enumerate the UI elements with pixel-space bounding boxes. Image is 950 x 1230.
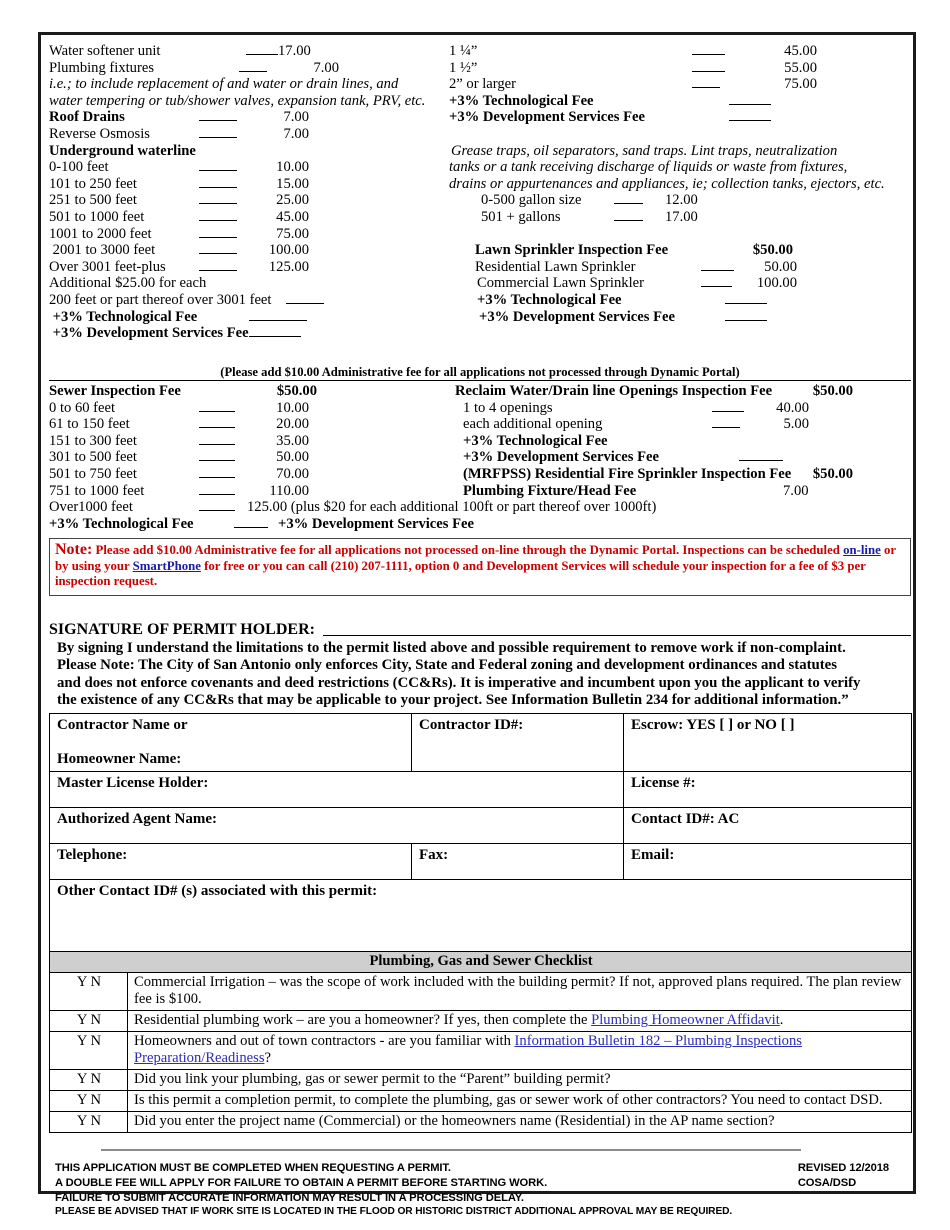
fee-label: 251 to 500 feet <box>49 192 137 209</box>
question-text-post: ? <box>264 1050 271 1067</box>
fee-amount: 12.00 <box>665 192 698 209</box>
fee-row <box>49 309 449 326</box>
org-code: COSA/DSD <box>797 1177 857 1190</box>
checklist-row <box>50 1070 912 1091</box>
yn-toggle[interactable]: Y N <box>50 1112 128 1133</box>
fee-label: +3% Technological Fee <box>477 291 622 308</box>
fee-label: Reclaim Water/Drain line Openings Inspection Fee <box>455 383 773 399</box>
yn-toggle[interactable]: Y N <box>50 1091 128 1112</box>
table-row <box>50 843 912 879</box>
question-text: Residential plumbing work – are you a homeowner? If yes, then complete the <box>134 1012 592 1029</box>
yn-toggle[interactable]: Y N <box>50 973 128 1011</box>
homeowner-name-label: Homeowner Name: <box>57 750 182 767</box>
fee-label: Residential Lawn Sprinkler <box>475 258 636 275</box>
note-keyword: Note: <box>55 541 93 558</box>
fee-amount: 50.00 <box>764 258 797 275</box>
table-row <box>50 713 912 771</box>
note-part-3: for free or you can call (210) 207-1111, option 0 and Development Services will schedule your inspection for a fee of $3 per inspection request. <box>55 558 866 588</box>
checklist-row <box>50 973 912 1011</box>
fee-row <box>49 416 449 433</box>
fee-row <box>449 192 911 209</box>
reclaim-column <box>449 383 911 499</box>
fee-blank-line[interactable] <box>199 484 235 495</box>
information-bulletin-182-link[interactable]: Information Bulletin 182 – Plumbing Inspections Preparation/Readiness <box>134 1033 802 1067</box>
fee-label: Lawn Sprinkler Inspection Fee <box>475 242 669 259</box>
fee-blank-line[interactable] <box>249 326 301 337</box>
fee-label: Plumbing fixtures <box>49 59 154 76</box>
online-link[interactable]: on-line <box>843 543 881 557</box>
fee-label: 0-500 gallon size <box>481 192 582 209</box>
red-note-box <box>49 538 911 596</box>
smartphone-link[interactable]: SmartPhone <box>132 558 201 573</box>
plumbing-homeowner-affidavit-link[interactable]: Plumbing Homeowner Affidavit <box>591 1012 780 1029</box>
fee-amount: 17.00 <box>665 208 698 225</box>
checklist-row <box>50 1032 912 1070</box>
master-license-cell[interactable]: Master License Holder: <box>50 771 624 807</box>
fee-label: +3% Development Services Fee <box>449 109 645 126</box>
fee-amount: 7.00 <box>283 109 309 126</box>
fee-note-line: water tempering or tub/shower valves, expansion tank, PRV, etc. <box>49 92 426 109</box>
fee-row <box>449 242 911 259</box>
question-text: Did you link your plumbing, gas or sewer permit to the “Parent” building permit? <box>134 1071 611 1088</box>
fee-label: Sewer Inspection Fee <box>49 383 181 399</box>
fee-row <box>49 292 449 309</box>
fee-row <box>49 242 449 259</box>
fee-blank-line[interactable] <box>199 193 237 204</box>
fee-label: 1 to 4 openings <box>463 399 553 416</box>
footer-line-small: PLEASE BE ADVISED THAT IF WORK SITE IS LOCATED IN THE FLOOD OR HISTORIC DISTRICT ADDITIONAL APPROVAL MAY BE REQUIRED. <box>55 1206 733 1218</box>
checklist-question <box>128 1112 912 1133</box>
telephone-cell[interactable]: Telephone: <box>50 843 412 879</box>
fee-amount: 17.00 <box>278 43 311 59</box>
checklist-question <box>128 1070 912 1091</box>
fee-row <box>449 483 911 500</box>
fee-amount: 45.00 <box>276 208 309 225</box>
table-row <box>50 879 912 952</box>
fee-row <box>449 43 911 60</box>
fee-label: Reverse Osmosis <box>49 125 150 142</box>
fee-label: Commercial Lawn Sprinkler <box>477 275 644 292</box>
fee-row <box>49 400 449 417</box>
fee-subheading: Underground waterline <box>49 142 196 159</box>
fee-blank-line[interactable] <box>712 401 744 412</box>
email-cell[interactable]: Email: <box>624 843 912 879</box>
contractor-info-table <box>49 713 912 953</box>
fee-blank-line[interactable] <box>701 276 732 287</box>
fee-amount: 25.00 <box>276 192 309 209</box>
fee-row <box>49 226 449 243</box>
fee-amount: 70.00 <box>276 465 309 482</box>
fee-row <box>49 325 449 342</box>
fee-note-line: drains or appurtenances and appliances, ie; collection tanks, ejectors, etc. <box>449 175 885 192</box>
fee-row <box>449 292 911 309</box>
fee-row <box>449 76 911 93</box>
fee-label: 751 to 1000 feet <box>49 482 145 499</box>
fee-blank-line[interactable] <box>199 127 237 138</box>
fee-right-column <box>449 43 911 325</box>
fee-label: 501 to 1000 feet <box>49 208 145 225</box>
escrow-cell[interactable]: Escrow: YES [ ] or NO [ ] <box>624 713 912 771</box>
signature-terms-line: the existence of any CC&Rs that may be applicable to your project. See Information Bulletin 234 for additional information.” <box>57 692 849 709</box>
fee-amount: 50.00 <box>276 449 309 466</box>
fee-amount: 5.00 <box>783 416 809 433</box>
footer-line: FAILURE TO SUBMIT ACCURATE INFORMATION MAY RESULT IN A PROCESSING DELAY. <box>55 1191 524 1204</box>
license-number-cell[interactable]: License #: <box>624 771 912 807</box>
contact-id-cell[interactable]: Contact ID#: AC <box>624 807 912 843</box>
fee-note-line: tanks or a tank receiving discharge of liquids or waste from fixtures, <box>449 159 848 176</box>
footer-line: THIS APPLICATION MUST BE COMPLETED WHEN REQUESTING A PERMIT. <box>55 1162 451 1175</box>
fee-row <box>449 93 911 110</box>
fee-blank-line[interactable] <box>234 517 268 528</box>
fee-row <box>49 515 474 533</box>
fee-label: 501 + gallons <box>481 208 561 225</box>
checklist-question <box>128 1011 912 1032</box>
fee-row <box>49 43 449 60</box>
fee-blank-line[interactable] <box>199 260 237 271</box>
fee-label: each additional opening <box>463 416 603 433</box>
fee-blank-line[interactable] <box>199 467 235 478</box>
fee-amount: 10.00 <box>276 399 309 416</box>
checklist-table <box>49 951 912 1133</box>
signature-heading-row <box>49 618 911 639</box>
fee-row <box>449 259 911 276</box>
fee-blank-line[interactable] <box>712 417 740 428</box>
table-row <box>50 771 912 807</box>
fee-blank-line[interactable] <box>729 110 771 121</box>
checklist-row <box>50 1091 912 1112</box>
fee-row <box>449 209 911 226</box>
footer-left-text <box>55 1161 732 1219</box>
fee-label: Over1000 feet <box>49 499 133 516</box>
note-part-2: or by using your <box>55 543 896 573</box>
yn-toggle[interactable]: Y N <box>50 1070 128 1091</box>
footer-section <box>49 1149 911 1219</box>
fee-blank-line[interactable] <box>286 293 324 304</box>
fee-row <box>49 209 449 226</box>
other-contact-cell[interactable]: Other Contact ID# (s) associated with this permit: <box>50 879 912 952</box>
fee-blank-line[interactable] <box>199 210 237 221</box>
fee-blank-line[interactable] <box>739 450 783 461</box>
fee-blank-line[interactable] <box>692 44 725 55</box>
fee-amount: 7.00 <box>313 59 339 76</box>
fee-blank-line[interactable] <box>614 193 643 204</box>
fee-blank-line[interactable] <box>199 450 235 461</box>
fee-blank-line[interactable] <box>692 61 725 72</box>
fee-row <box>49 192 449 209</box>
fee-left-column <box>49 43 449 342</box>
fee-blank-line[interactable] <box>246 44 278 55</box>
footer-right-text <box>798 1161 889 1219</box>
question-text: Did you enter the project name (Commercial) or the homeowners name (Residential) in the AP name section? <box>134 1113 775 1130</box>
fee-amount: 75.00 <box>784 76 817 93</box>
fee-label: 301 to 500 feet <box>49 449 137 466</box>
checklist-header-row <box>50 952 912 973</box>
fee-blank-line[interactable] <box>199 177 237 188</box>
fee-label: 200 feet or part thereof over 3001 feet <box>49 291 272 308</box>
fee-amount: $50.00 <box>276 383 317 399</box>
signature-terms <box>49 639 911 710</box>
fee-blank-line[interactable] <box>614 210 643 221</box>
question-text-post: . <box>779 1012 784 1029</box>
fee-blank-line[interactable] <box>239 61 267 72</box>
footer-line: A DOUBLE FEE WILL APPLY FOR FAILURE TO OBTAIN A PERMIT BEFORE STARTING WORK. <box>55 1177 548 1190</box>
checklist-title: Plumbing, Gas and Sewer Checklist <box>50 952 912 973</box>
fee-blank-line[interactable] <box>199 110 237 121</box>
contractor-name-label: Contractor Name or <box>57 716 188 733</box>
fee-row <box>449 309 911 326</box>
fee-label: 61 to 150 feet <box>49 416 130 433</box>
fee-row <box>449 416 911 433</box>
fee-amount: 7.00 <box>783 482 809 499</box>
fee-label: 1 ½” <box>449 59 478 76</box>
fee-amount: 110.00 <box>269 482 309 499</box>
yn-toggle[interactable]: Y N <box>50 1032 128 1070</box>
signature-terms-line: and does not enforce covenants and deed restrictions (CC&Rs). It is imperative and incumbent upon you the applicant to verify <box>57 674 861 691</box>
fee-amount: 45.00 <box>784 43 817 59</box>
fee-amount: $50.00 <box>812 383 853 399</box>
fee-row <box>49 483 449 500</box>
checklist-question <box>128 1032 912 1070</box>
fee-amount: 10.00 <box>276 159 309 176</box>
fee-row <box>49 109 449 126</box>
fee-amount: 100.00 <box>268 242 309 259</box>
fee-blank-line[interactable] <box>249 310 307 321</box>
fee-row <box>449 109 911 126</box>
fee-label: 2001 to 3000 feet <box>49 242 156 259</box>
signature-section <box>49 618 911 710</box>
signature-terms-line: By signing I understand the limitations to the permit listed above and possible requirement to remove work if non-complaint. <box>57 639 846 656</box>
fee-amount: 40.00 <box>776 399 809 416</box>
fee-label: +3% Development Services Fee <box>463 449 659 466</box>
fee-label: +3% Development Services Fee <box>278 515 474 532</box>
fee-row <box>449 275 911 292</box>
fee-note-line: Grease traps, oil separators, sand traps. Lint traps, neutralization <box>451 142 838 159</box>
fee-row <box>49 466 449 483</box>
fee-blank-line[interactable] <box>199 243 237 254</box>
fee-blank-line[interactable] <box>199 434 235 445</box>
fee-row <box>49 433 449 450</box>
fee-row <box>49 259 449 276</box>
checklist-row <box>50 1011 912 1032</box>
fee-amount: 7.00 <box>283 125 309 142</box>
admin-fee-note: (Please add $10.00 Administrative fee for all applications not processed through Dynamic Portal) <box>220 365 740 379</box>
fee-row <box>49 126 449 143</box>
fee-row <box>449 466 911 483</box>
fee-row <box>49 449 449 466</box>
fee-row <box>449 400 911 417</box>
fee-blank-line[interactable] <box>725 310 767 321</box>
revised-date: REVISED 12/2018 <box>797 1162 889 1175</box>
fee-blank-line[interactable] <box>729 94 771 105</box>
fee-schedule-section <box>49 43 911 365</box>
section-divider <box>49 380 911 381</box>
fee-amount: $50.00 <box>812 465 853 482</box>
fee-label: +3% Technological Fee <box>49 515 194 532</box>
fee-blank-line[interactable] <box>199 160 237 171</box>
contractor-name-cell[interactable] <box>50 713 412 771</box>
fee-blank-line[interactable] <box>701 260 734 271</box>
fee-amount: 125.00 <box>268 258 309 275</box>
fee-label: Over 3001 feet-plus <box>49 258 166 275</box>
fee-amount: 125.00 (plus $20 for each additional 100ft or part thereof over 1000ft) <box>247 499 657 516</box>
fee-amount: 20.00 <box>276 416 309 433</box>
contractor-id-cell[interactable]: Contractor ID#: <box>412 713 624 771</box>
footer-divider <box>101 1149 801 1151</box>
fee-label: +3% Development Services Fee <box>479 308 675 325</box>
fee-label: 501 to 750 feet <box>49 465 137 482</box>
document-page-border <box>38 32 916 1218</box>
signature-input-line[interactable] <box>323 635 911 636</box>
fee-blank-line[interactable] <box>199 401 235 412</box>
yn-toggle[interactable]: Y N <box>50 1011 128 1032</box>
fee-amount: 35.00 <box>276 432 309 449</box>
question-text: Commercial Irrigation – was the scope of work included with the building permit? If not, approved plans required. The plan review fee is $100. <box>134 974 902 1008</box>
fee-label: Plumbing Fixture/Head Fee <box>463 482 637 499</box>
checklist-question <box>128 1091 912 1112</box>
fee-row <box>449 383 911 400</box>
fee-label: Water softener unit <box>49 43 161 59</box>
fee-label: (MRFPSS) Residential Fire Sprinkler Inspection Fee <box>463 465 792 482</box>
fee-label: Roof Drains <box>49 109 125 126</box>
fee-row <box>49 159 449 176</box>
fee-amount: 75.00 <box>276 225 309 242</box>
checklist-question <box>128 973 912 1011</box>
fee-amount: $50.00 <box>752 242 793 259</box>
fee-note-line: i.e.; to include replacement of and water or drain lines, and <box>49 76 399 93</box>
fee-label: +3% Technological Fee <box>49 308 198 325</box>
fee-label: +3% Development Services Fee <box>49 325 249 342</box>
fax-cell[interactable]: Fax: <box>412 843 624 879</box>
signature-heading: SIGNATURE OF PERMIT HOLDER: <box>49 620 315 638</box>
question-text: Homeowners and out of town contractors - are you familiar with <box>134 1033 515 1050</box>
fee-row <box>49 499 657 516</box>
fee-row <box>449 449 911 466</box>
fee-label: 1 ¼” <box>449 43 478 59</box>
checklist-row <box>50 1112 912 1133</box>
fee-label: 2” or larger <box>449 76 516 93</box>
fee-label: +3% Technological Fee <box>463 432 608 449</box>
fee-blank-line[interactable] <box>692 77 720 88</box>
question-text: Is this permit a completion permit, to complete the plumbing, gas or sewer work of other contractors? You need to contact DSD. <box>134 1092 883 1109</box>
fee-label: +3% Technological Fee <box>449 92 594 109</box>
fee-amount: 100.00 <box>756 275 797 292</box>
fee-label: 0-100 feet <box>49 159 109 176</box>
fee-row <box>449 60 911 77</box>
fee-row <box>49 60 449 77</box>
fee-label: 101 to 250 feet <box>49 175 137 192</box>
fee-amount: 55.00 <box>784 59 817 76</box>
fee-label: 151 to 300 feet <box>49 432 137 449</box>
fee-row <box>49 176 449 193</box>
fee-blank-line[interactable] <box>199 227 237 238</box>
fee-row <box>49 383 449 400</box>
fee-label: Additional $25.00 for each <box>49 275 207 292</box>
sewer-reclaim-section <box>49 383 911 535</box>
fee-blank-line[interactable] <box>199 500 235 511</box>
fee-label: 0 to 60 feet <box>49 399 116 416</box>
fee-blank-line[interactable] <box>199 417 235 428</box>
fee-blank-line[interactable] <box>725 293 767 304</box>
authorized-agent-cell[interactable]: Authorized Agent Name: <box>50 807 624 843</box>
red-note-text <box>55 542 905 590</box>
fee-label: 1001 to 2000 feet <box>49 225 152 242</box>
note-part-1: Please add $10.00 Administrative fee for all applications not processed on-line through the Dynamic Portal. Inspections can be scheduled <box>92 543 844 557</box>
table-row <box>50 807 912 843</box>
fee-amount: 15.00 <box>276 175 309 192</box>
signature-terms-line: Please Note: The City of San Antonio only enforces City, State and Federal zoning and development ordinances and statutes <box>57 657 838 674</box>
